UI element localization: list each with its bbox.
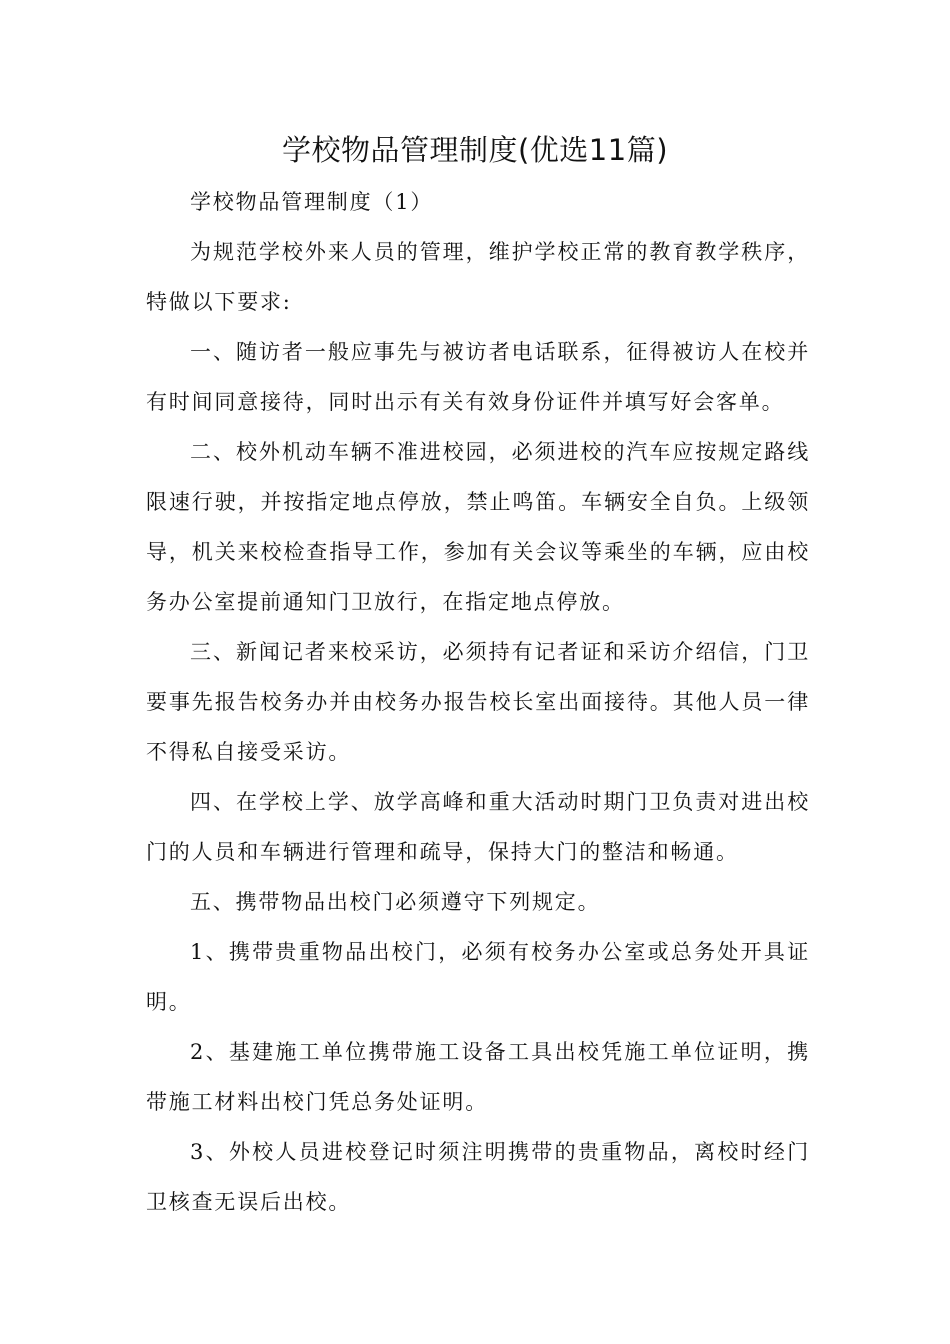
paragraph-item-5: 五、携带物品出校门必须遵守下列规定。 — [190, 890, 601, 914]
paragraph-subitem-2: 2、基建施工单位携带施工设备工具出校凭施工单位证明，携带施工材料出校门凭总务处证明。 — [146, 1040, 810, 1114]
paragraph-item-1: 一、随访者一般应事先与被访者电话联系，征得被访人在校并有时间同意接待，同时出示有关有效身份证件并填写好会客单。 — [146, 340, 810, 414]
paragraph-subitem-3: 3、外校人员进校登记时须注明携带的贵重物品，离校时经门卫核查无误后出校。 — [146, 1140, 810, 1214]
paragraph-subitem-1: 1、携带贵重物品出校门，必须有校务办公室或总务处开具证明。 — [146, 940, 810, 1014]
paragraph-item-4: 四、在学校上学、放学高峰和重大活动时期门卫负责对进出校门的人员和车辆进行管理和疏导，保持大门的整洁和畅通。 — [146, 790, 810, 864]
paragraph-intro: 为规范学校外来人员的管理，维护学校正常的教育教学秩序，特做以下要求: — [146, 240, 810, 314]
document-title: 学校物品管理制度(优选11篇) — [281, 133, 669, 167]
paragraph-item-2: 二、校外机动车辆不准进校园，必须进校的汽车应按规定路线限速行驶，并按指定地点停放，禁止鸣笛。车辆安全自负。上级领导，机关来校检查指导工作，参加有关会议等乘坐的车辆，应由校务办公室提前通知门卫放行，在指定地点停放。 — [146, 440, 810, 614]
paragraph-item-3: 三、新闻记者来校采访，必须持有记者证和采访介绍信，门卫要事先报告校务办并由校务办报告校长室出面接待。其他人员一律不得私自接受采访。 — [146, 640, 810, 764]
document-body — [146, 177, 810, 1227]
section-heading: 学校物品管理制度（1） — [190, 190, 434, 214]
